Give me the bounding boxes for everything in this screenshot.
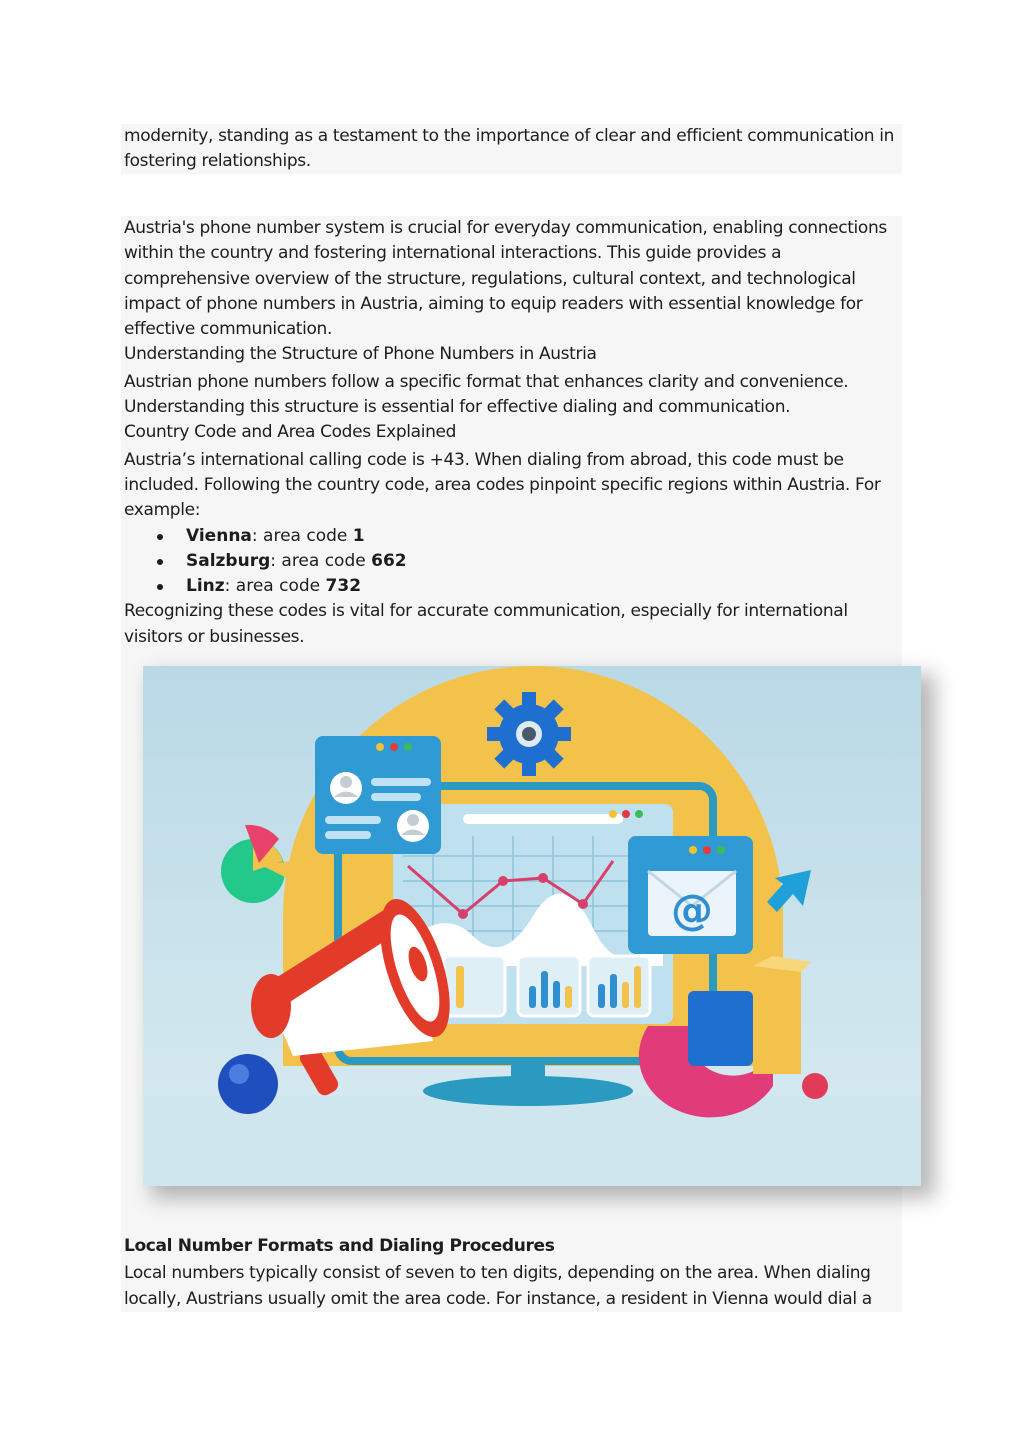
list-item	[124, 549, 902, 574]
section3	[124, 1234, 894, 1312]
section3-body: Local numbers typically consist of seven to ten digits, depending on the area. When dialing locally, Austrians usually omit the area code. For instance, a resident in Vienna would dial a	[124, 1263, 872, 1309]
bar-chart-icon	[443, 956, 650, 1016]
article-body	[121, 216, 902, 1312]
section1-heading: Understanding the Structure of Phone Numbers in Austria	[124, 344, 597, 365]
intro-tail-text: modernity, standing as a testament to the importance of clear and efficient communication in fostering relationships.	[124, 126, 895, 172]
section2-body: Austria’s international calling code is +43. When dialing from abroad, this code must be included. Following the country code, area codes pinpoint specific regions within Austria. For example:	[124, 449, 881, 521]
list-sep: : area code	[224, 576, 326, 597]
section2-heading: Country Code and Area Codes Explained	[124, 422, 457, 443]
intro-tail-block	[121, 124, 902, 174]
illustration	[143, 666, 921, 1186]
section1-body: Austrian phone numbers follow a specific format that enhances clarity and convenience. Understanding this structure is essential for effective dialing and communication.	[124, 371, 849, 418]
area-code: 1	[352, 525, 365, 546]
blue-ball	[218, 1054, 278, 1114]
section2-after: Recognizing these codes is vital for accurate communication, especially for international visitors or businesses.	[124, 601, 848, 647]
user-profile-icon	[315, 736, 441, 854]
area-code: 732	[325, 576, 362, 597]
list-item	[124, 574, 902, 599]
illustration-svg	[143, 666, 921, 1186]
city-name: Salzburg	[186, 550, 271, 571]
area-code: 662	[371, 550, 407, 571]
area-code-list	[124, 524, 902, 600]
list-sep: : area code	[270, 550, 372, 571]
section3-heading: Local Number Formats and Dialing Procedures	[124, 1236, 555, 1256]
list-item	[124, 524, 902, 549]
city-name: Vienna	[186, 525, 252, 546]
red-ball	[802, 1073, 828, 1099]
list-sep: : area code	[251, 525, 353, 546]
city-name: Linz	[186, 576, 225, 597]
email-at-icon	[628, 836, 753, 954]
intro-paragraph: Austria's phone number system is crucial for everyday communication, enabling connections within the country and fostering international interactions. This guide provides a comprehensive overview of the structure, regulations, cultural context, and technological impact of phone numbers in Austria, aiming to equip readers with essential knowledge for effective communication.	[124, 218, 887, 340]
ball-highlight	[229, 1064, 249, 1084]
svg-text:@: @	[671, 885, 713, 934]
gear-icon	[487, 692, 571, 776]
